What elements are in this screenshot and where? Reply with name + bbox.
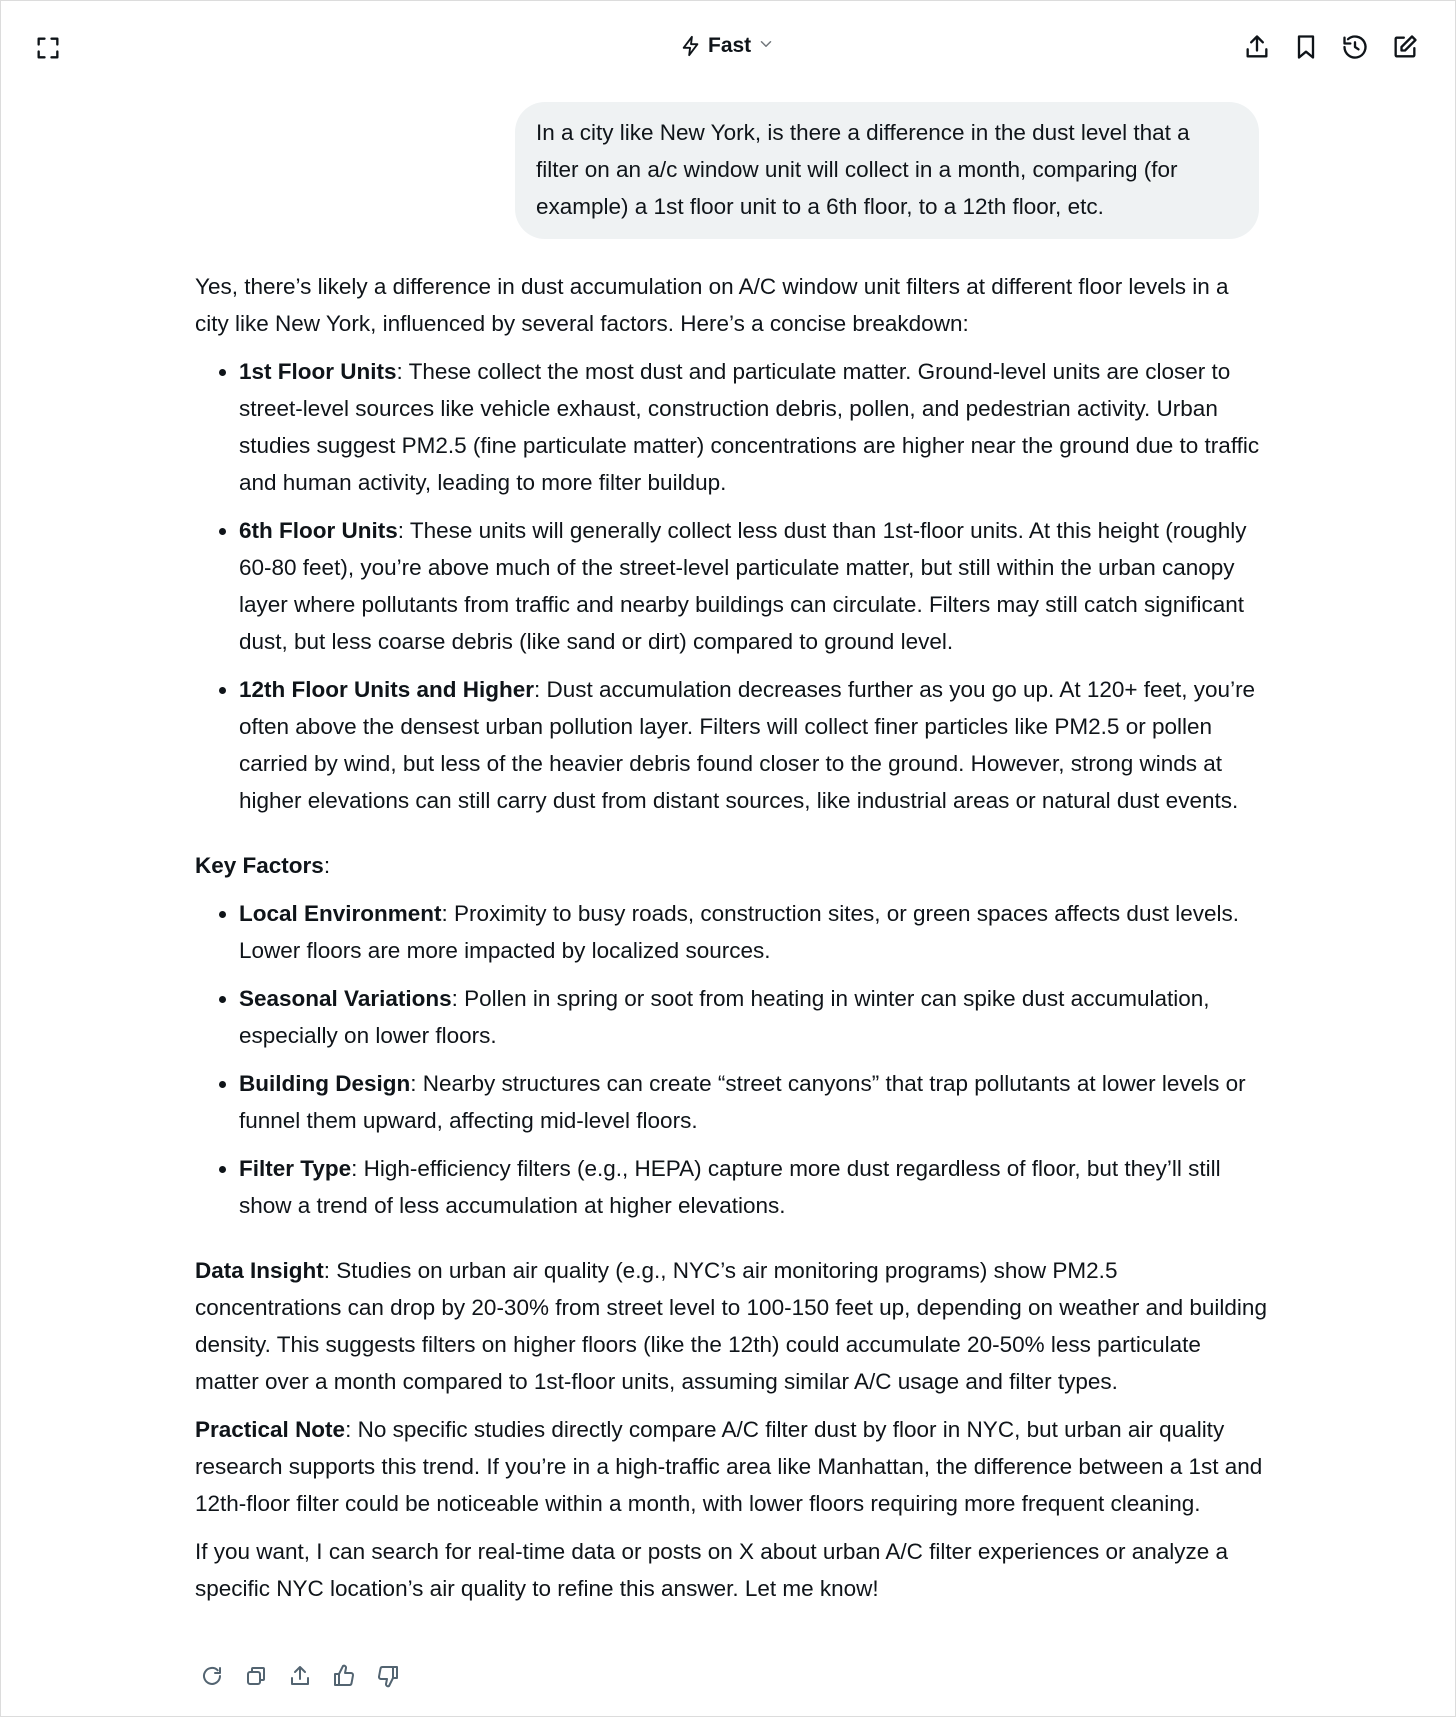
thumbs-down-icon[interactable] xyxy=(372,1660,404,1692)
factor-list xyxy=(195,895,1267,1224)
list-item xyxy=(239,1150,1267,1224)
list-item xyxy=(239,980,1267,1054)
top-bar xyxy=(0,0,1456,95)
list-item xyxy=(239,895,1267,969)
item-text: : These units will generally collect less dust than 1st-floor units. At this height (roughly 60-80 feet), you’re above much of the street-level particulate matter, but still within the urban canopy layer where pollutants from traffic and nearby buildings can circulate. Filters may still catch significant dust, but less coarse debris (like sand or dirt) compared to ground level. xyxy=(239,518,1247,654)
paragraph-text: : No specific studies directly compare A/C filter dust by floor in NYC, but urban air quality research supports this trend. If you’re in a high-traffic area like Manhattan, the difference between a 1st and 12th-floor filter could be noticeable within a month, with lower floors requiring more frequent cleaning. xyxy=(195,1417,1263,1516)
item-title: Local Environment xyxy=(239,901,442,926)
answer-intro: Yes, there’s likely a difference in dust accumulation on A/C window unit filters at different floor levels in a city like New York, influenced by several factors. Here’s a concise breakdown: xyxy=(195,274,1229,336)
item-text: : Dust accumulation decreases further as you go up. At 120+ feet, you’re often above the densest urban pollution layer. Filters will collect finer particles like PM2.5 or pollen carried by wind, but less of the heavier debris found closer to the ground. However, strong winds at higher elevations can still carry dust from distant sources, like industrial areas or natural dust events. xyxy=(239,677,1256,813)
item-title: Building Design xyxy=(239,1071,411,1096)
item-text: : High-efficiency filters (e.g., HEPA) capture more dust regardless of floor, but they’ll still show a trend of less accumulation at higher elevations. xyxy=(239,1156,1221,1218)
item-text: : Nearby structures can create “street canyons” that trap pollutants at lower levels or funnel them upward, affecting mid-level floors. xyxy=(239,1071,1246,1133)
history-icon[interactable] xyxy=(1335,27,1375,67)
key-factors-heading xyxy=(195,847,1267,884)
heading-title: Key Factors xyxy=(195,853,324,878)
bolt-icon xyxy=(680,35,702,57)
list-item xyxy=(239,1065,1267,1139)
list-item xyxy=(239,671,1267,819)
user-message: In a city like New York, is there a difference in the dust level that a filter on an a/c window unit will collect in a month, comparing (for example) a 1st floor unit to a 6th floor, to a 12th floor, etc. xyxy=(515,102,1259,239)
item-text: : These collect the most dust and particulate matter. Ground-level units are closer to street-level sources like vehicle exhaust, construction debris, pollen, and pedestrian activity. Urban studies suggest PM2.5 (fine particulate matter) concentrations are higher near the ground due to traffic and human activity, leading to more filter buildup. xyxy=(239,359,1260,495)
item-text: : Pollen in spring or soot from heating in winter can spike dust accumulation, especially on lower floors. xyxy=(239,986,1210,1048)
model-label: Fast xyxy=(708,34,752,57)
data-insight-paragraph xyxy=(195,1252,1267,1400)
item-title: 12th Floor Units and Higher xyxy=(239,677,535,702)
item-text: : Proximity to busy roads, construction sites, or green spaces affects dust levels. Lower floors are more impacted by localized sources. xyxy=(239,901,1239,963)
new-chat-icon[interactable] xyxy=(1385,27,1425,67)
item-title: 1st Floor Units xyxy=(239,359,397,384)
copy-icon[interactable] xyxy=(240,1660,272,1692)
practical-note-paragraph xyxy=(195,1411,1267,1522)
chevron-down-icon xyxy=(757,35,775,58)
item-title: Filter Type xyxy=(239,1156,352,1181)
expand-icon[interactable] xyxy=(28,28,68,68)
message-actions xyxy=(196,1660,404,1692)
closing-paragraph: If you want, I can search for real-time data or posts on X about urban A/C filter experiences or analyze a specific NYC location’s air quality to refine this answer. Let me know! xyxy=(195,1539,1229,1601)
share-icon[interactable] xyxy=(284,1660,316,1692)
share-icon[interactable] xyxy=(1237,27,1277,67)
paragraph-text: : Studies on urban air quality (e.g., NYC’s air monitoring programs) show PM2.5 concentrations can drop by 20-30% from street level to 100-150 feet up, depending on weather and building density. This suggests filters on higher floors (like the 12th) could accumulate 20-50% less particulate matter over a month compared to 1st-floor units, assuming similar A/C usage and filter types. xyxy=(195,1258,1267,1394)
list-item xyxy=(239,512,1267,660)
heading-colon: : xyxy=(323,853,331,878)
assistant-answer xyxy=(195,268,1267,1618)
item-title: Seasonal Variations xyxy=(239,986,452,1011)
regenerate-icon[interactable] xyxy=(196,1660,228,1692)
paragraph-title: Data Insight xyxy=(195,1258,324,1283)
floor-list xyxy=(195,353,1267,819)
bookmark-icon[interactable] xyxy=(1286,27,1326,67)
list-item xyxy=(239,353,1267,501)
item-title: 6th Floor Units xyxy=(239,518,398,543)
model-selector[interactable] xyxy=(680,26,775,66)
thumbs-up-icon[interactable] xyxy=(328,1660,360,1692)
paragraph-title: Practical Note xyxy=(195,1417,346,1442)
